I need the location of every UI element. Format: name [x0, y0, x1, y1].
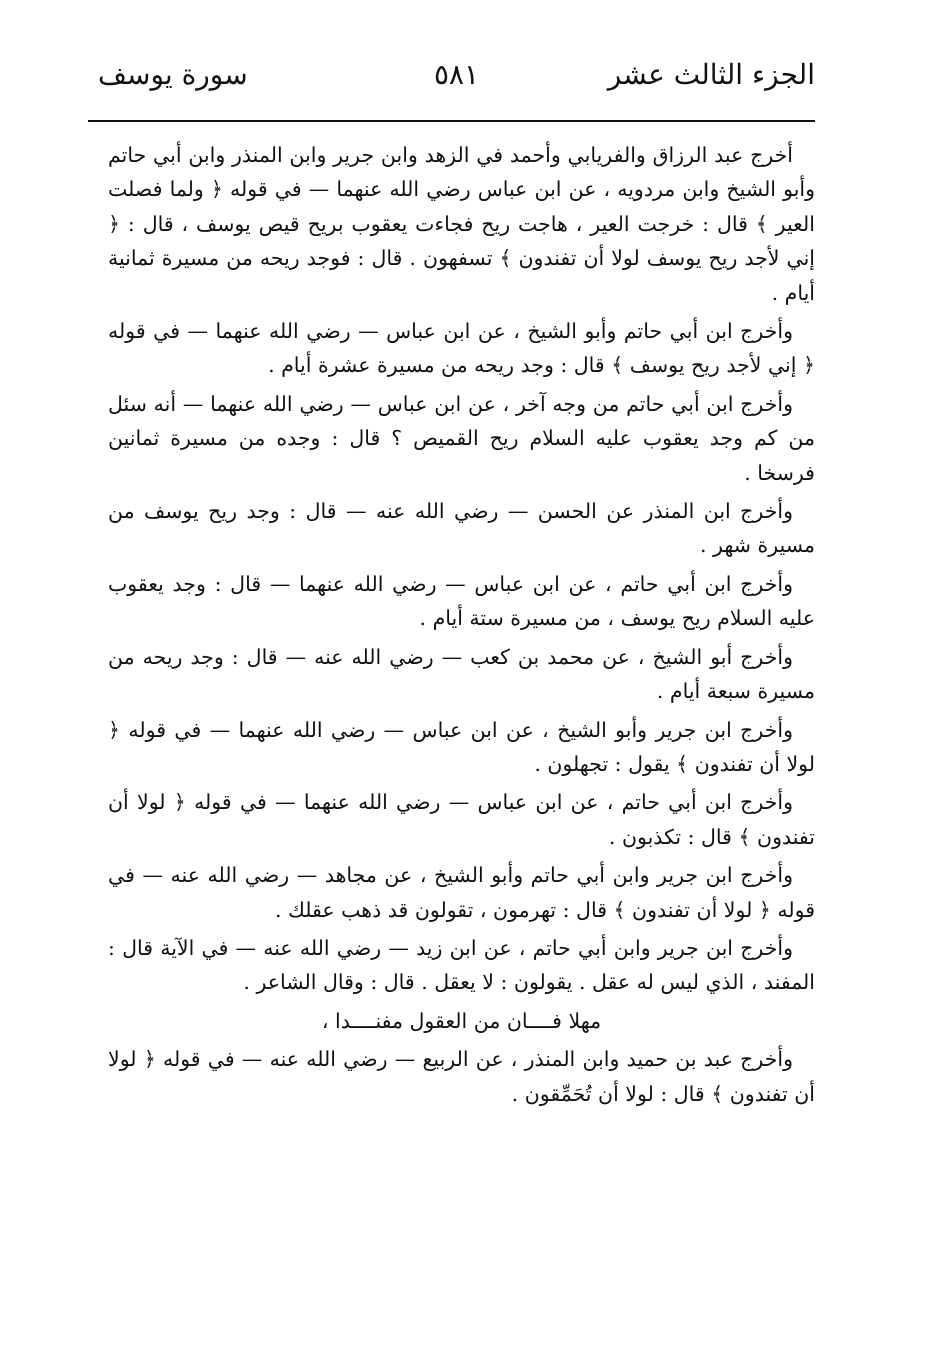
- paragraph: وأخرج عبد بن حميد وابن المنذر ، عن الربيع — رضي الله عنه — في قوله ﴿ لولا أن تفندون ﴾ قال : لولا أن تُحَمِّقون .: [108, 1047, 815, 1106]
- poetry-verse: مهلا فــــان من العقول مفنــــدا ،: [321, 1008, 602, 1033]
- paragraph: وأخرج ابن أبي حاتم ، عن ابن عباس — رضي الله عنهما — في قوله ﴿ لولا أن تفندون ﴾ قال : تكذبون .: [108, 790, 815, 849]
- header-rule: [88, 120, 815, 122]
- running-head: [98, 50, 815, 100]
- paragraph: وأخرج ابن جرير وأبو الشيخ ، عن ابن عباس — رضي الله عنهما — في قوله ﴿ لولا أن تفندون ﴾ يقول : تجهلون .: [108, 717, 815, 776]
- paragraph: وأخرج ابن أبي حاتم ، عن ابن عباس — رضي الله عنهما — قال : وجد يعقوب عليه السلام ريح يوسف ، من مسيرة ستة أيام .: [108, 571, 815, 631]
- part-title: الجزء الثالث عشر: [607, 58, 815, 91]
- paragraph: وأخرج ابن جرير وابن أبي حاتم ، عن ابن زيد — رضي الله عنه — في الآية قال : المفند ، الذي ليس له عقل . يقولون : لا يعقل . قال : وقال الشاعر .: [108, 935, 815, 995]
- paragraph: وأخرج ابن المنذر عن الحسن — رضي الله عنه — قال : وجد ريح يوسف من مسيرة شهر .: [108, 499, 815, 558]
- paragraph: وأخرج ابن أبي حاتم من وجه آخر ، عن ابن عباس — رضي الله عنهما — أنه سئل من كم وجد يعقوب عليه السلام ريح القميص ؟ قال : وجده من مسيرة ثمانين فرسخا .: [108, 391, 815, 485]
- surah-title: سورة يوسف: [98, 58, 248, 91]
- main-text: [108, 138, 815, 1115]
- paragraph: أخرج عبد الرزاق والفريابي وأحمد في الزهد وابن جرير وابن المنذر وابن أبي حاتم وأبو الشيخ وابن مردويه ، عن ابن عباس رضي الله عنهما — في قوله ﴿ ولما فصلت العير ﴾ قال : خرجت العير ، هاجت ريح فجاءت يعقوب بريح قيص يوسف ، قال : ﴿ إني لأجد ريح يوسف لولا أن تفندون ﴾ تسفهون . قال : فوجد ريحه من مسيرة ثمانية أيام .: [108, 143, 815, 305]
- paragraph: وأخرج أبو الشيخ ، عن محمد بن كعب — رضي الله عنه — قال : وجد ريحه من مسيرة سبعة أيام .: [108, 644, 815, 704]
- paragraph: وأخرج ابن جرير وابن أبي حاتم وأبو الشيخ ، عن مجاهد — رضي الله عنه — في قوله ﴿ لولا أن تفندون ﴾ قال : تهرمون ، تقولون قد ذهب عقلك .: [108, 863, 815, 922]
- page-number: ٥٨١: [433, 58, 480, 91]
- paragraph: وأخرج ابن أبي حاتم وأبو الشيخ ، عن ابن عباس — رضي الله عنهما — في قوله ﴿ إني لأجد ريح يوسف ﴾ قال : وجد ريحه من مسيرة عشرة أيام .: [108, 319, 815, 378]
